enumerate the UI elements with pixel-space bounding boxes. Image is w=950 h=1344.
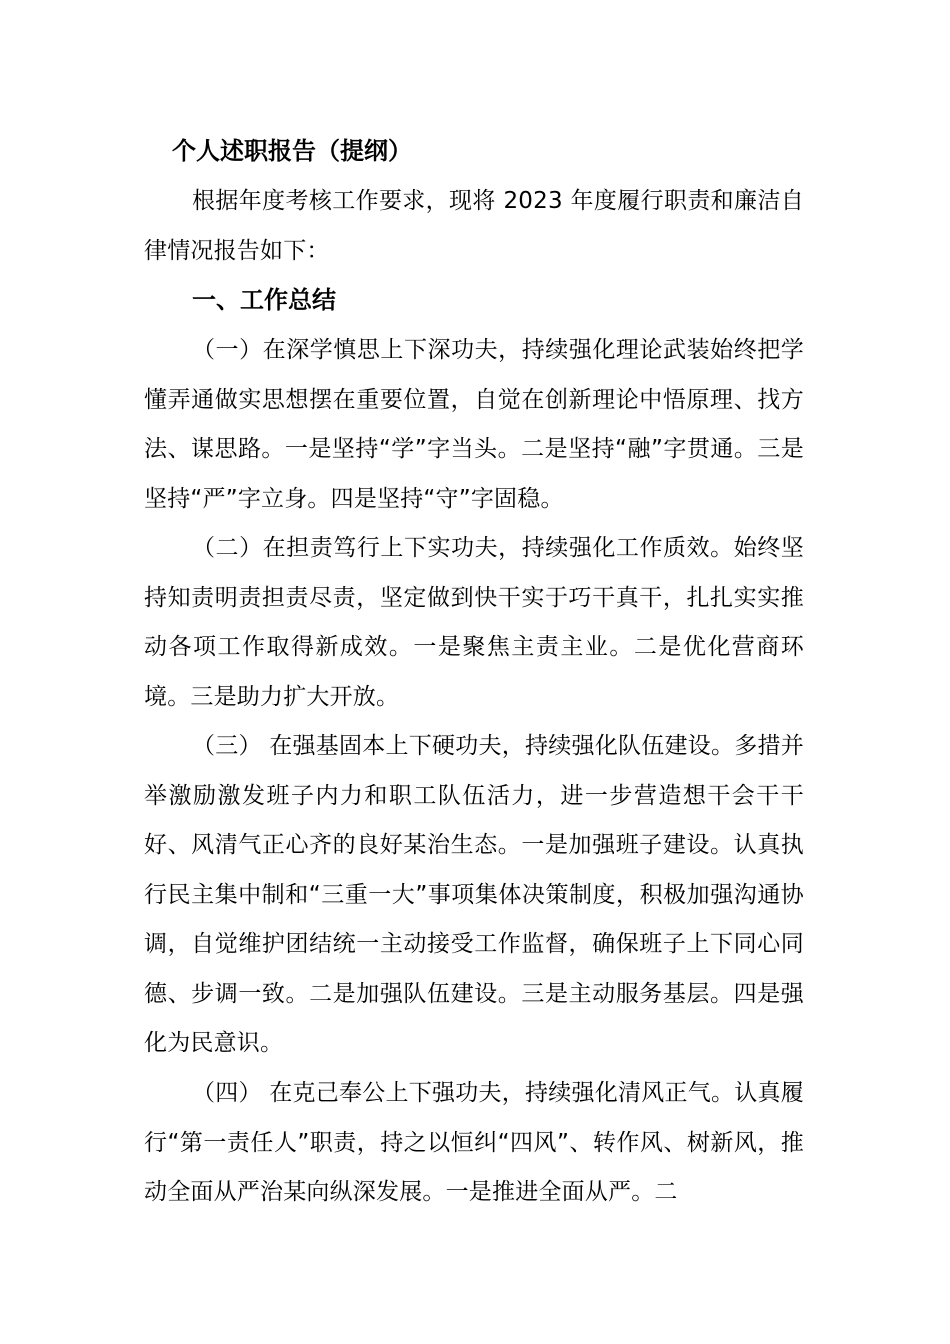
document-title: 个人述职报告（提纲） xyxy=(172,137,412,165)
paragraph-4: （四） 在克己奉公上下强功夫，持续强化清风正气。认真履行“第一责任人”职责，持之以恒纠“四风”、转作风、树新风，推动全面从严治某向纵深发展。一是推进全面从严。二 xyxy=(144,1080,804,1205)
paragraph-2: （二）在担责笃行上下实功夫，持续强化工作质效。始终坚持知责明责担责尽责，坚定做到快干实于巧干真干，扎扎实实推动各项工作取得新成效。一是聚焦主责主业。二是优化营商环境。三是助力扩大开放。 xyxy=(144,535,804,710)
section-heading: 一、工作总结 xyxy=(192,286,336,314)
paragraph-3: （三） 在强基固本上下硬功夫，持续强化队伍建设。多措并举激励激发班子内力和职工队伍活力，进一步营造想干会干干好、风清气正心齐的良好某治生态。一是加强班子建设。认真执行民主集中制和“三重一大”事项集体决策制度，积极加强沟通协调，自觉维护团结统一主动接受工作监督，确保班子上下同心同德、步调一致。二是加强队伍建设。三是主动服务基层。四是强化为民意识。 xyxy=(144,733,804,1056)
paragraph-1: （一）在深学慎思上下深功夫，持续强化理论武装始终把学懂弄通做实思想摆在重要位置，自觉在创新理论中悟原理、找方法、谋思路。一是坚持“学”字当头。二是坚持“融”字贯通。三是坚持“严”字立身。四是坚持“守”字固稳。 xyxy=(144,337,804,512)
intro-paragraph: 根据年度考核工作要求，现将 2023 年度履行职责和廉洁自律情况报告如下： xyxy=(144,188,804,264)
